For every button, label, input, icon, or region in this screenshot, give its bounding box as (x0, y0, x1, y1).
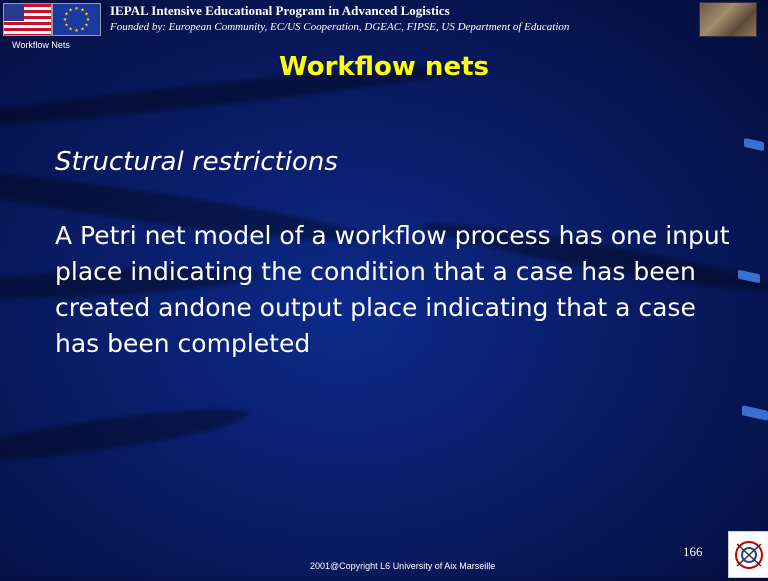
us-flag-icon (3, 3, 52, 36)
svg-text:★: ★ (85, 17, 91, 23)
copyright-text: 2001@Copyright L6 University of Aix Marseille (310, 561, 496, 571)
header-subtitle: Founded by: European Community, EC/US Cooperation, DGEAC, FIPSE, US Department of Education (110, 21, 570, 33)
header-title: IEPAL Intensive Educational Program in Advanced Logistics (110, 3, 450, 18)
slide-subtitle: Structural restrictions (55, 147, 338, 177)
svg-text:★: ★ (74, 28, 79, 34)
svg-text:★: ★ (64, 22, 69, 29)
university-logo-icon (728, 531, 768, 578)
page-number: 166 (683, 544, 703, 559)
svg-text:★: ★ (64, 11, 69, 18)
background-dash (742, 405, 768, 421)
eu-flag-icon (52, 3, 101, 36)
background-dash (744, 138, 764, 151)
header-photo (699, 2, 757, 37)
svg-text:★: ★ (80, 7, 85, 14)
svg-text:★: ★ (84, 11, 89, 18)
slide-title: Workflow nets (279, 52, 489, 82)
svg-text:★: ★ (80, 26, 85, 33)
svg-text:★: ★ (68, 7, 73, 14)
header-bar (0, 0, 768, 40)
svg-text:★: ★ (68, 26, 73, 33)
background-streak (0, 399, 251, 470)
svg-text:★: ★ (84, 22, 89, 29)
slide-body: A Petri net model of a workflow process has one input place indicating the condition that a case has been created andone output place indicating that a case has been completed (55, 221, 730, 358)
svg-text:★: ★ (74, 6, 79, 12)
section-label: Workflow Nets (12, 40, 70, 50)
svg-text:★: ★ (62, 17, 68, 23)
